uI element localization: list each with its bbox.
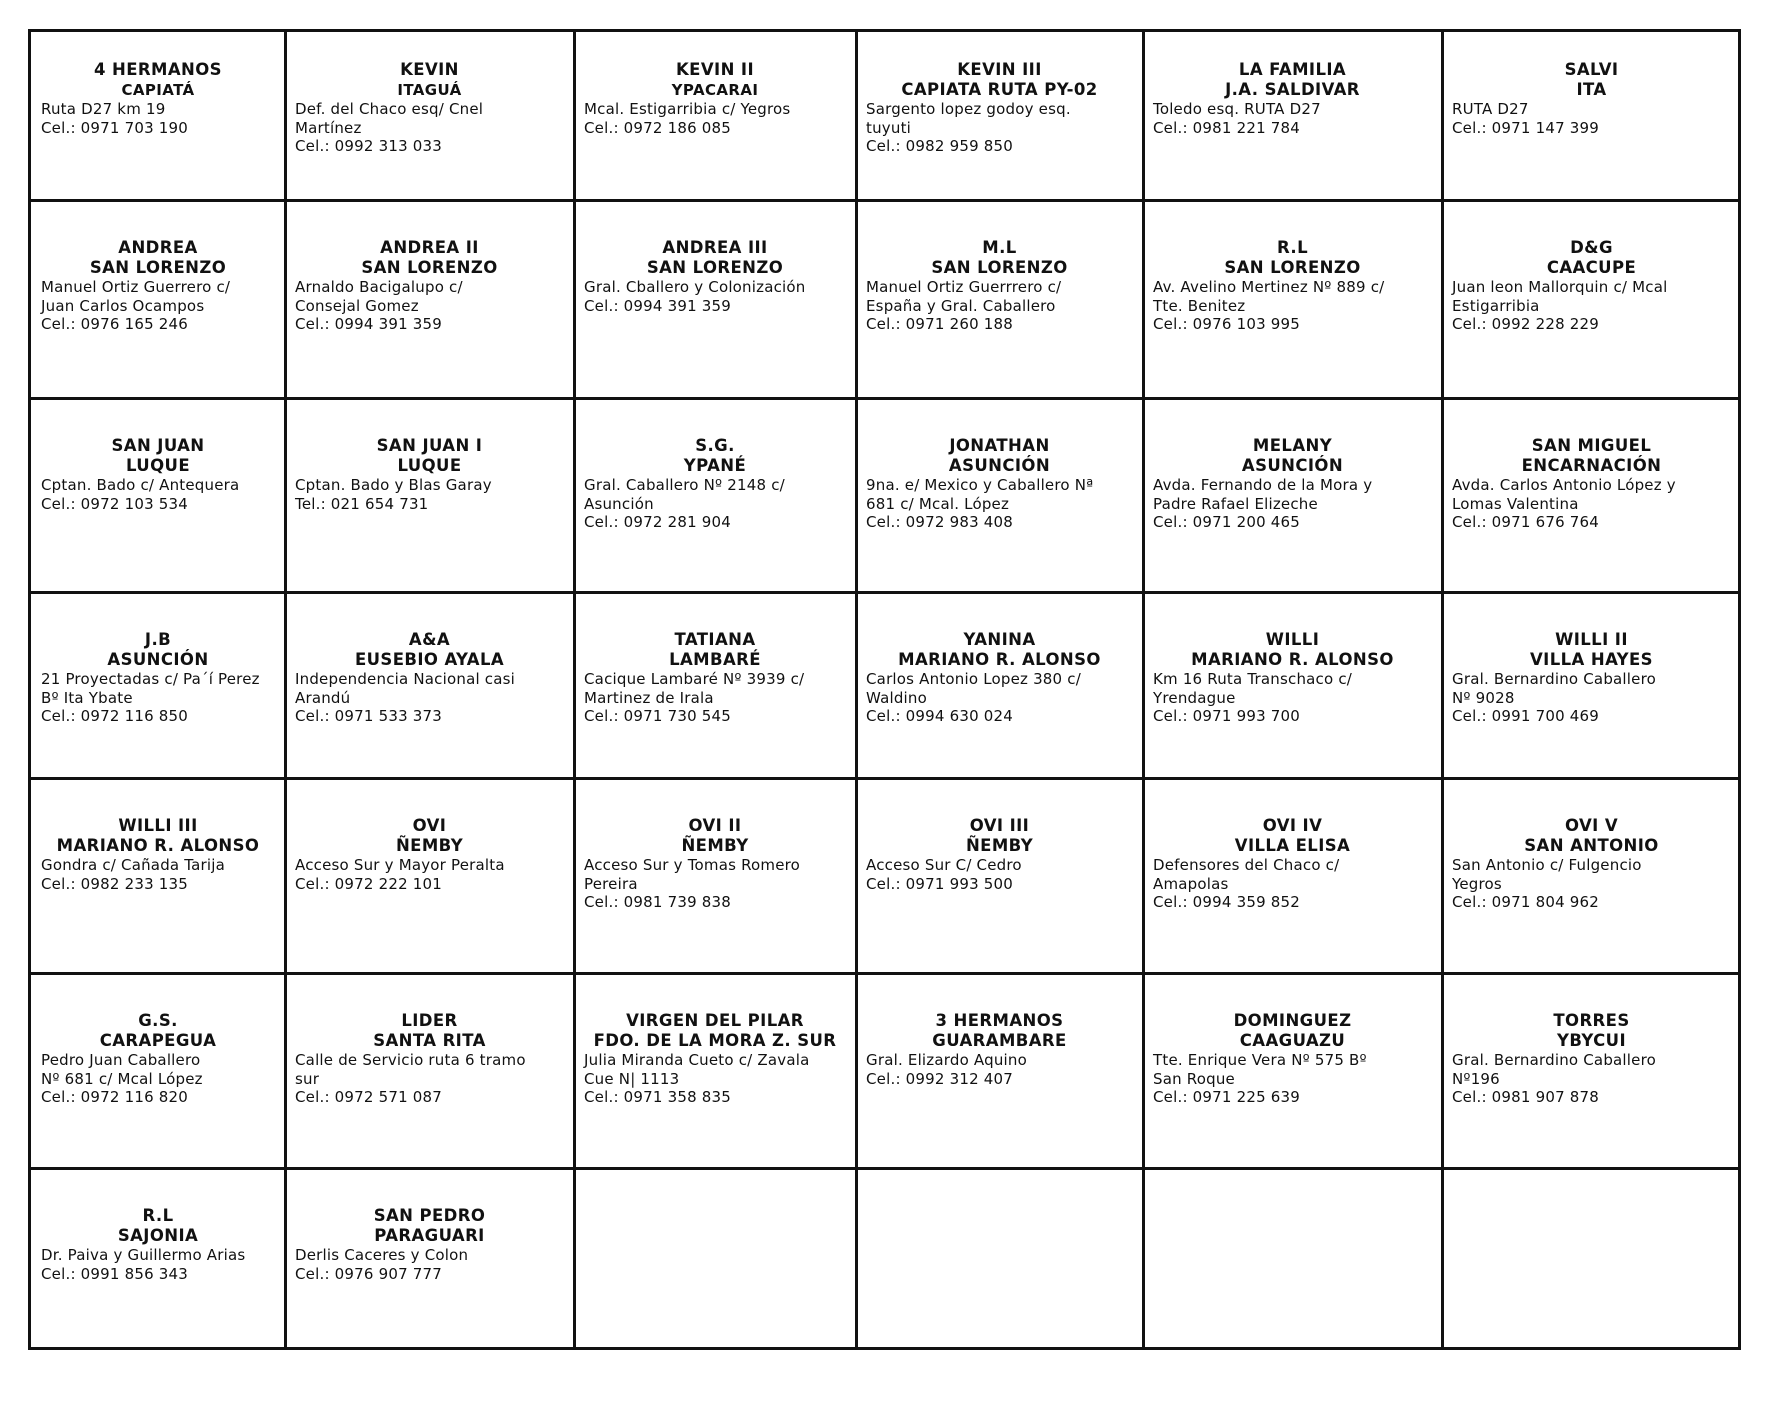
store-city: MARIANO R. ALONSO bbox=[56, 836, 260, 855]
store-directory-table bbox=[28, 29, 1741, 1350]
store-cell bbox=[1442, 592, 1741, 778]
store-details bbox=[31, 278, 285, 334]
store-phone: Cel.: 0994 391 359 bbox=[295, 315, 443, 333]
store-cell bbox=[31, 973, 285, 1168]
store-cell bbox=[285, 398, 574, 592]
store-name: VIRGEN DEL PILAR bbox=[626, 1011, 804, 1030]
store-city: CAPIATA RUTA PY-02 bbox=[901, 80, 1098, 99]
store-city: PARAGUARI bbox=[374, 1226, 485, 1245]
store-name: KEVIN II bbox=[676, 60, 754, 79]
store-cell bbox=[1442, 973, 1741, 1168]
store-phone: Cel.: 0981 907 878 bbox=[1452, 1088, 1600, 1106]
store-city: MARIANO R. ALONSO bbox=[898, 650, 1101, 669]
store-city: ÑEMBY bbox=[965, 836, 1034, 855]
empty-cell bbox=[574, 1168, 856, 1350]
store-cell bbox=[574, 398, 856, 592]
store-phone: Cel.: 0971 533 373 bbox=[295, 707, 443, 725]
store-city: ITA bbox=[1576, 80, 1607, 99]
store-name: SALVI bbox=[1564, 60, 1619, 79]
store-address-line: Derlis Caceres y Colon bbox=[295, 1246, 469, 1264]
store-city: CAACUPE bbox=[1546, 258, 1637, 277]
store-cell bbox=[1143, 592, 1442, 778]
store-name: OVI II bbox=[688, 816, 742, 835]
store-address-line: Acceso Sur y Tomas Romero bbox=[584, 856, 801, 874]
store-address-line: Pedro Juan Caballero bbox=[41, 1051, 201, 1069]
store-address-line: España y Gral. Caballero bbox=[866, 296, 1056, 315]
store-phone: Cel.: 0971 358 835 bbox=[584, 1088, 732, 1106]
store-phone: Cel.: 0976 103 995 bbox=[1153, 315, 1301, 333]
store-details bbox=[31, 1246, 285, 1283]
store-phone: Cel.: 0972 116 850 bbox=[41, 707, 189, 725]
store-cell bbox=[31, 592, 285, 778]
store-address-line: Waldino bbox=[866, 688, 928, 707]
store-cell bbox=[31, 1168, 285, 1350]
store-details bbox=[1442, 670, 1741, 726]
store-city: ITAGUÁ bbox=[397, 81, 462, 99]
store-address-line: Tte. Benitez bbox=[1153, 296, 1246, 315]
store-name: TATIANA bbox=[674, 630, 756, 649]
store-cell bbox=[31, 200, 285, 398]
store-details bbox=[856, 476, 1143, 532]
store-details bbox=[1143, 670, 1442, 726]
store-phone: Cel.: 0972 222 101 bbox=[295, 874, 443, 893]
store-phone: Cel.: 0992 312 407 bbox=[866, 1069, 1014, 1088]
store-details bbox=[1442, 476, 1741, 532]
store-name: YANINA bbox=[963, 630, 1036, 649]
store-address-line: Carlos Antonio Lopez 380 c/ bbox=[866, 670, 1081, 688]
store-address-line: Juan Carlos Ocampos bbox=[41, 296, 205, 315]
store-address-line: 21 Proyectadas c/ Pa´í Perez bbox=[41, 670, 260, 688]
store-address-line: Gral. Bernardino Caballero bbox=[1452, 670, 1657, 688]
store-details bbox=[574, 476, 856, 532]
store-address-line: Ruta D27 km 19 bbox=[41, 100, 166, 118]
store-address-line: Gral. Elizardo Aquino bbox=[866, 1051, 1028, 1069]
store-name: WILLI II bbox=[1555, 630, 1628, 649]
store-address-line: Av. Avelino Mertinez Nº 889 c/ bbox=[1153, 278, 1385, 296]
store-name: WILLI III bbox=[118, 816, 198, 835]
store-name: KEVIN III bbox=[957, 60, 1042, 79]
store-name: OVI V bbox=[1564, 816, 1618, 835]
store-address-line: Dr. Paiva y Guillermo Arias bbox=[41, 1246, 246, 1264]
store-details bbox=[574, 100, 856, 137]
store-name: R.L bbox=[142, 1206, 174, 1225]
store-name: OVI IV bbox=[1262, 816, 1323, 835]
store-address-line: Calle de Servicio ruta 6 tramo bbox=[295, 1051, 526, 1069]
store-cell bbox=[31, 398, 285, 592]
store-phone: Cel.: 0982 233 135 bbox=[41, 874, 189, 893]
store-address-line: RUTA D27 bbox=[1452, 100, 1529, 118]
store-city: SANTA RITA bbox=[373, 1031, 486, 1050]
store-cell bbox=[285, 592, 574, 778]
store-cell bbox=[1442, 398, 1741, 592]
store-address-line: Julia Miranda Cueto c/ Zavala bbox=[584, 1051, 810, 1069]
store-phone: Cel.: 0971 993 500 bbox=[866, 874, 1014, 893]
store-address-line: Avda. Carlos Antonio López y bbox=[1452, 476, 1676, 494]
store-city: LUQUE bbox=[125, 456, 191, 475]
store-address-line: Gral. Cballero y Colonización bbox=[584, 278, 806, 296]
store-details bbox=[574, 670, 856, 726]
store-details bbox=[285, 670, 574, 726]
store-details bbox=[285, 856, 574, 893]
store-cell bbox=[1143, 32, 1442, 200]
store-phone: Cel.: 0994 630 024 bbox=[866, 707, 1014, 725]
store-phone: Cel.: 0971 260 188 bbox=[866, 315, 1014, 333]
store-city: ASUNCIÓN bbox=[107, 650, 209, 669]
store-cell bbox=[285, 32, 574, 200]
store-city: CARAPEGUA bbox=[99, 1031, 217, 1050]
store-details bbox=[1442, 1051, 1741, 1107]
store-details bbox=[1143, 1051, 1442, 1107]
store-details bbox=[856, 856, 1143, 893]
store-name: 4 HERMANOS bbox=[94, 60, 222, 79]
store-cell bbox=[285, 200, 574, 398]
store-name: SAN PEDRO bbox=[373, 1206, 486, 1225]
store-details bbox=[31, 856, 285, 893]
empty-cell bbox=[1442, 1168, 1741, 1350]
store-cell bbox=[856, 398, 1143, 592]
store-details bbox=[285, 1051, 574, 1107]
store-name: ANDREA bbox=[118, 238, 198, 257]
store-address-line: Gondra c/ Cañada Tarija bbox=[41, 856, 226, 874]
store-details bbox=[856, 100, 1143, 156]
store-phone: Cel.: 0991 856 343 bbox=[41, 1264, 189, 1283]
store-cell bbox=[856, 592, 1143, 778]
store-name: JONATHAN bbox=[949, 436, 1050, 455]
store-address-line: Cacique Lambaré Nº 3939 c/ bbox=[584, 670, 805, 688]
store-city: SAN LORENZO bbox=[89, 258, 227, 277]
store-name: M.L bbox=[982, 238, 1017, 257]
store-cell bbox=[574, 778, 856, 973]
store-address-line: San Antonio c/ Fulgencio bbox=[1452, 856, 1642, 874]
store-cell bbox=[574, 200, 856, 398]
empty-cell bbox=[1143, 1168, 1442, 1350]
store-address-line: Mcal. Estigarribia c/ Yegros bbox=[584, 100, 791, 118]
store-address-line: Martinez de Irala bbox=[584, 688, 714, 707]
store-details bbox=[574, 856, 856, 912]
store-address-line: Pereira bbox=[584, 874, 638, 893]
store-cell bbox=[574, 592, 856, 778]
store-phone: Cel.: 0971 703 190 bbox=[41, 118, 189, 137]
store-name: SAN MIGUEL bbox=[1531, 436, 1652, 455]
store-name: J.B bbox=[144, 630, 172, 649]
store-city: YPACARAI bbox=[671, 81, 759, 99]
store-city: YPANÉ bbox=[683, 456, 747, 475]
store-address-line: Toledo esq. RUTA D27 bbox=[1153, 100, 1321, 118]
store-city: SAN LORENZO bbox=[1224, 258, 1361, 277]
store-phone: Cel.: 0972 571 087 bbox=[295, 1088, 443, 1106]
store-details bbox=[1442, 856, 1741, 912]
empty-cell bbox=[856, 1168, 1143, 1350]
store-details bbox=[1143, 856, 1442, 912]
store-city: ÑEMBY bbox=[681, 836, 749, 855]
store-address-line: San Roque bbox=[1153, 1069, 1235, 1088]
store-city: FDO. DE LA MORA Z. SUR bbox=[593, 1031, 837, 1050]
store-city: VILLA HAYES bbox=[1530, 650, 1653, 669]
store-city: VILLA ELISA bbox=[1234, 836, 1351, 855]
store-name: OVI bbox=[412, 816, 447, 835]
store-phone: Cel.: 0992 228 229 bbox=[1452, 315, 1600, 333]
store-city: J.A. SALDIVAR bbox=[1225, 80, 1360, 99]
store-name: DOMINGUEZ bbox=[1233, 1011, 1352, 1030]
store-address-line: Asunción bbox=[584, 494, 654, 513]
store-address-line: Nº 9028 bbox=[1452, 688, 1515, 707]
store-cell bbox=[1143, 398, 1442, 592]
store-name: OVI III bbox=[969, 816, 1030, 835]
store-cell bbox=[856, 200, 1143, 398]
store-name: ANDREA III bbox=[662, 238, 768, 257]
store-details bbox=[1442, 100, 1741, 137]
store-cell bbox=[1143, 778, 1442, 973]
store-city: YBYCUI bbox=[1556, 1031, 1627, 1050]
store-phone: Cel.: 0971 200 465 bbox=[1153, 513, 1301, 531]
store-details bbox=[574, 1051, 856, 1107]
store-phone: Cel.: 0992 313 033 bbox=[295, 137, 443, 155]
store-city: SAN LORENZO bbox=[646, 258, 784, 277]
store-address-line: Sargento lopez godoy esq. bbox=[866, 100, 1071, 118]
store-name: LIDER bbox=[401, 1011, 458, 1030]
store-details bbox=[1143, 476, 1442, 532]
store-city: ASUNCIÓN bbox=[948, 456, 1051, 475]
store-cell bbox=[31, 32, 285, 200]
store-city: CAAGUAZU bbox=[1239, 1031, 1346, 1050]
store-cell bbox=[285, 1168, 574, 1350]
store-details bbox=[574, 278, 856, 315]
store-details bbox=[856, 1051, 1143, 1088]
store-cell bbox=[856, 32, 1143, 200]
store-name: SAN JUAN bbox=[111, 436, 205, 455]
store-cell bbox=[574, 32, 856, 200]
store-name: TORRES bbox=[1553, 1011, 1630, 1030]
store-name: SAN JUAN I bbox=[376, 436, 483, 455]
store-phone: Cel.: 0972 116 820 bbox=[41, 1088, 189, 1106]
store-city: EUSEBIO AYALA bbox=[354, 650, 505, 669]
store-phone: Cel.: 0971 676 764 bbox=[1452, 513, 1600, 531]
store-cell bbox=[285, 973, 574, 1168]
store-cell bbox=[1143, 973, 1442, 1168]
store-phone: Cel.: 0982 959 850 bbox=[866, 137, 1014, 155]
store-phone: Cel.: 0991 700 469 bbox=[1452, 707, 1600, 725]
store-details bbox=[856, 278, 1143, 334]
store-name: S.G. bbox=[695, 436, 735, 455]
store-name: KEVIN bbox=[400, 60, 459, 79]
store-city: SAJONIA bbox=[117, 1226, 199, 1245]
store-phone: Cel.: 0971 730 545 bbox=[584, 707, 732, 725]
store-address-line: Juan leon Mallorquin c/ Mcal bbox=[1452, 278, 1668, 296]
store-city: GUARAMBARE bbox=[932, 1031, 1067, 1050]
store-address-line: Avda. Fernando de la Mora y bbox=[1153, 476, 1373, 494]
store-address-line: Acceso Sur C/ Cedro bbox=[866, 856, 1022, 874]
store-city: ENCARNACIÓN bbox=[1521, 456, 1662, 475]
store-city: MARIANO R. ALONSO bbox=[1191, 650, 1394, 669]
store-address-line: Estigarribia bbox=[1452, 296, 1540, 315]
store-name: 3 HERMANOS bbox=[935, 1011, 1064, 1030]
store-name: ANDREA II bbox=[380, 238, 479, 257]
store-cell bbox=[856, 778, 1143, 973]
store-name: LA FAMILIA bbox=[1238, 60, 1347, 79]
store-phone: Cel.: 0994 391 359 bbox=[584, 296, 732, 315]
store-name: G.S. bbox=[138, 1011, 178, 1030]
store-address-line: Tte. Enrique Vera Nº 575 Bº bbox=[1153, 1051, 1367, 1069]
store-details bbox=[285, 476, 574, 513]
store-address-line: Padre Rafael Elizeche bbox=[1153, 494, 1318, 513]
store-city: CAPIATÁ bbox=[121, 81, 195, 99]
store-address-line: Consejal Gomez bbox=[295, 296, 419, 315]
store-phone: Tel.: 021 654 731 bbox=[295, 494, 429, 513]
store-phone: Cel.: 0971 225 639 bbox=[1153, 1088, 1301, 1106]
store-address-line: Acceso Sur y Mayor Peralta bbox=[295, 856, 505, 874]
store-city: SAN LORENZO bbox=[361, 258, 498, 277]
store-phone: Cel.: 0972 983 408 bbox=[866, 513, 1014, 531]
store-city: ÑEMBY bbox=[395, 836, 464, 855]
store-details bbox=[285, 278, 574, 334]
store-address-line: Yegros bbox=[1452, 874, 1502, 893]
store-city: LUQUE bbox=[397, 456, 462, 475]
store-address-line: Bº Ita Ybate bbox=[41, 688, 133, 707]
store-details bbox=[31, 670, 285, 726]
store-phone: Cel.: 0972 186 085 bbox=[584, 118, 732, 137]
store-cell bbox=[856, 973, 1143, 1168]
store-address-line: Arandú bbox=[295, 688, 351, 707]
store-name: WILLI bbox=[1265, 630, 1320, 649]
store-cell bbox=[285, 778, 574, 973]
store-address-line: Martínez bbox=[295, 118, 362, 137]
store-phone: Cel.: 0994 359 852 bbox=[1153, 893, 1301, 911]
store-address-line: tuyuti bbox=[866, 118, 912, 137]
store-phone: Cel.: 0976 165 246 bbox=[41, 315, 189, 333]
store-details bbox=[285, 1246, 574, 1283]
store-address-line: Nº196 bbox=[1452, 1069, 1500, 1088]
store-address-line: Amapolas bbox=[1153, 874, 1229, 893]
store-address-line: sur bbox=[295, 1069, 320, 1088]
store-cell bbox=[574, 973, 856, 1168]
store-details bbox=[31, 476, 285, 513]
store-details bbox=[1143, 100, 1442, 137]
store-city: SAN LORENZO bbox=[931, 258, 1068, 277]
store-phone: Cel.: 0971 804 962 bbox=[1452, 893, 1600, 911]
store-phone: Cel.: 0971 147 399 bbox=[1452, 118, 1600, 137]
store-cell bbox=[1143, 200, 1442, 398]
store-address-line: Gral. Caballero Nº 2148 c/ bbox=[584, 476, 785, 494]
store-address-line: Cptan. Bado y Blas Garay bbox=[295, 476, 492, 494]
store-name: R.L bbox=[1277, 238, 1308, 257]
store-address-line: Nº 681 c/ Mcal López bbox=[41, 1069, 203, 1088]
store-address-line: 681 c/ Mcal. López bbox=[866, 494, 1010, 513]
store-details bbox=[31, 100, 285, 137]
store-address-line: Manuel Ortiz Guerrero c/ bbox=[41, 278, 231, 296]
store-phone: Cel.: 0976 907 777 bbox=[295, 1264, 443, 1283]
store-address-line: Km 16 Ruta Transchaco c/ bbox=[1153, 670, 1353, 688]
store-phone: Cel.: 0971 993 700 bbox=[1153, 707, 1301, 725]
store-name: D&G bbox=[1570, 238, 1613, 257]
store-phone: Cel.: 0972 103 534 bbox=[41, 494, 189, 513]
store-phone: Cel.: 0981 739 838 bbox=[584, 893, 732, 911]
store-address-line: Cptan. Bado c/ Antequera bbox=[41, 476, 240, 494]
store-address-line: Lomas Valentina bbox=[1452, 494, 1579, 513]
store-address-line: Yrendague bbox=[1153, 688, 1236, 707]
store-address-line: Gral. Bernardino Caballero bbox=[1452, 1051, 1657, 1069]
store-address-line: Independencia Nacional casi bbox=[295, 670, 516, 688]
store-address-line: Arnaldo Bacigalupo c/ bbox=[295, 278, 463, 296]
store-details bbox=[856, 670, 1143, 726]
store-name: MELANY bbox=[1252, 436, 1333, 455]
store-phone: Cel.: 0972 281 904 bbox=[584, 513, 732, 531]
store-details bbox=[285, 100, 574, 156]
store-city: LAMBARÉ bbox=[669, 650, 761, 669]
store-cell bbox=[1442, 32, 1741, 200]
store-phone: Cel.: 0981 221 784 bbox=[1153, 118, 1301, 137]
store-details bbox=[31, 1051, 285, 1107]
store-city: ASUNCIÓN bbox=[1241, 456, 1344, 475]
store-cell bbox=[1442, 200, 1741, 398]
store-address-line: Manuel Ortiz Guerrrero c/ bbox=[866, 278, 1062, 296]
store-cell bbox=[31, 778, 285, 973]
store-address-line: Def. del Chaco esq/ Cnel bbox=[295, 100, 484, 118]
store-name: A&A bbox=[408, 630, 451, 649]
store-details bbox=[1442, 278, 1741, 334]
store-details bbox=[1143, 278, 1442, 334]
store-address-line: Defensores del Chaco c/ bbox=[1153, 856, 1340, 874]
store-address-line: 9na. e/ Mexico y Caballero Nª bbox=[866, 476, 1094, 494]
store-address-line: Cue N| 1113 bbox=[584, 1069, 680, 1088]
store-cell bbox=[1442, 778, 1741, 973]
store-city: SAN ANTONIO bbox=[1524, 836, 1659, 855]
